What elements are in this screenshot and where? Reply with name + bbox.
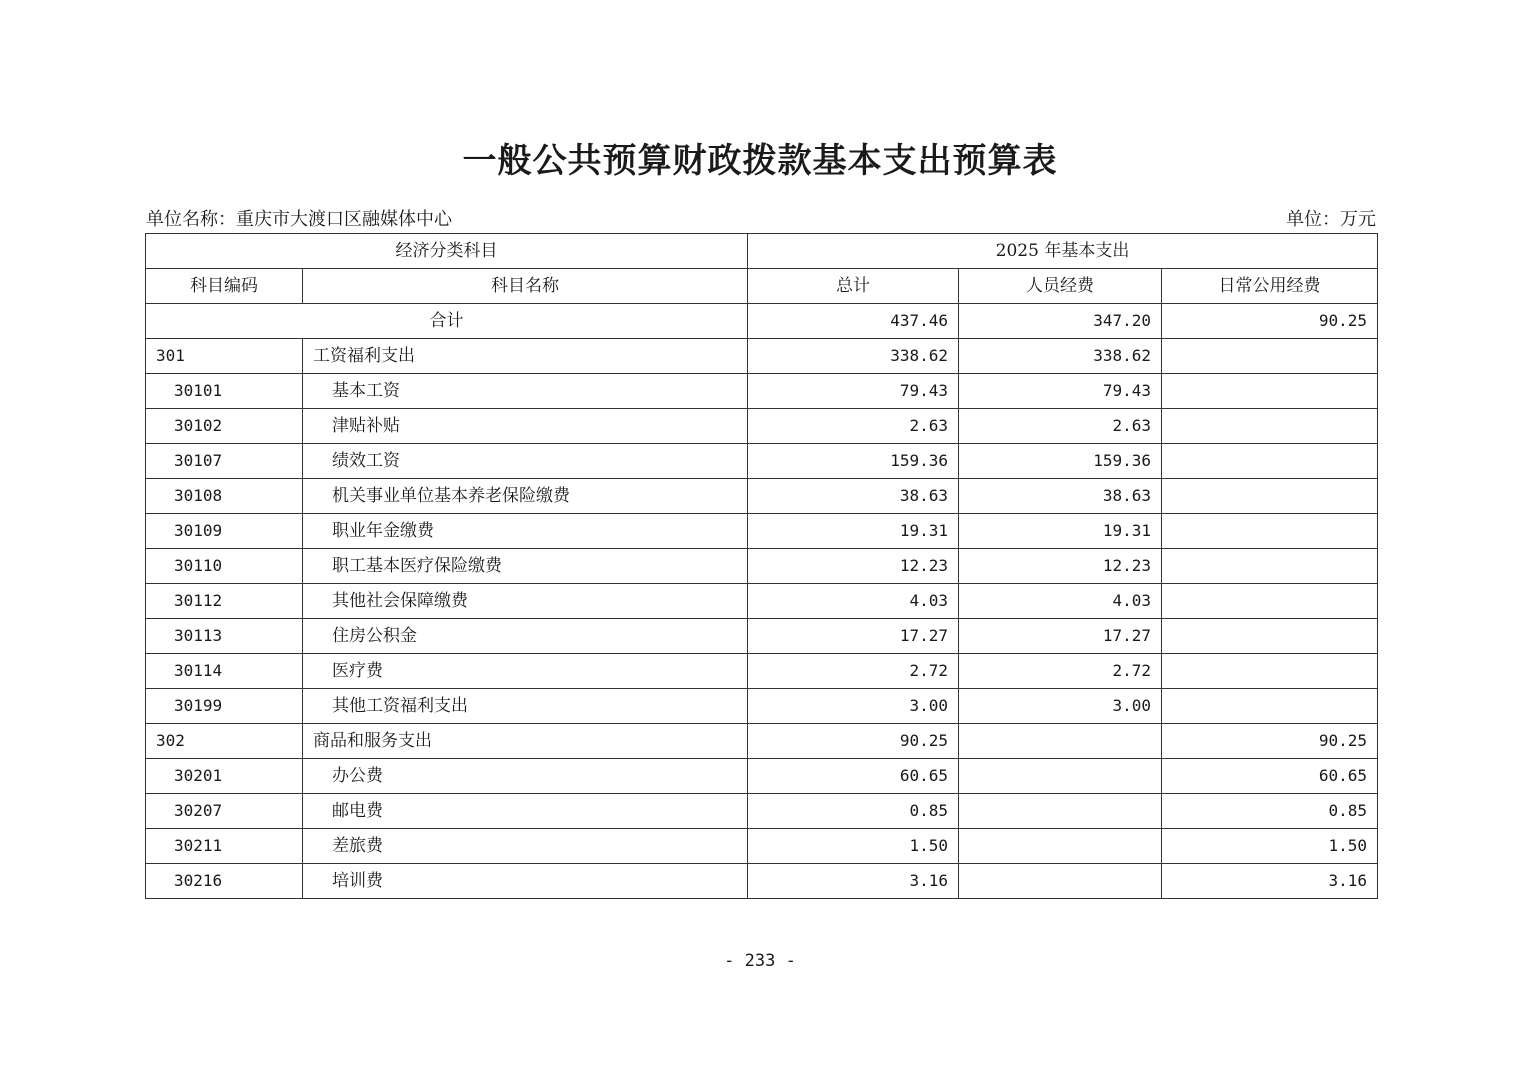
table-row	[146, 724, 1378, 759]
row-personnel: 159.36	[959, 444, 1162, 479]
budget-table	[145, 233, 1378, 899]
column-header-public: 日常公用经费	[1162, 269, 1378, 304]
row-name: 基本工资	[303, 374, 748, 409]
total-row-public: 90.25	[1162, 304, 1378, 339]
row-name: 住房公积金	[303, 619, 748, 654]
row-public	[1162, 654, 1378, 689]
page-title: 一般公共预算财政拨款基本支出预算表	[462, 141, 1058, 181]
row-total: 17.27	[748, 619, 959, 654]
row-total: 3.16	[748, 864, 959, 899]
row-total: 0.85	[748, 794, 959, 829]
group-header-row	[146, 234, 1378, 269]
table-row	[146, 444, 1378, 479]
row-code: 30216	[146, 864, 303, 899]
row-public	[1162, 689, 1378, 724]
row-name: 商品和服务支出	[303, 724, 748, 759]
total-row-total: 437.46	[748, 304, 959, 339]
table-row	[146, 374, 1378, 409]
row-personnel: 38.63	[959, 479, 1162, 514]
row-total: 12.23	[748, 549, 959, 584]
row-public: 1.50	[1162, 829, 1378, 864]
row-name: 差旅费	[303, 829, 748, 864]
table-row	[146, 689, 1378, 724]
row-public	[1162, 339, 1378, 374]
group-header-economic-classification: 经济分类科目	[146, 234, 748, 269]
row-code: 30113	[146, 619, 303, 654]
row-total: 19.31	[748, 514, 959, 549]
table-row	[146, 514, 1378, 549]
row-name: 邮电费	[303, 794, 748, 829]
row-name: 培训费	[303, 864, 748, 899]
row-code: 30102	[146, 409, 303, 444]
row-code: 30108	[146, 479, 303, 514]
row-personnel: 4.03	[959, 584, 1162, 619]
row-public: 0.85	[1162, 794, 1378, 829]
row-code: 30110	[146, 549, 303, 584]
row-code: 30112	[146, 584, 303, 619]
row-public	[1162, 479, 1378, 514]
table-row	[146, 794, 1378, 829]
row-public: 90.25	[1162, 724, 1378, 759]
row-personnel	[959, 759, 1162, 794]
row-personnel	[959, 864, 1162, 899]
row-total: 38.63	[748, 479, 959, 514]
row-personnel: 2.72	[959, 654, 1162, 689]
table-row	[146, 829, 1378, 864]
row-public	[1162, 549, 1378, 584]
row-personnel: 338.62	[959, 339, 1162, 374]
row-name: 医疗费	[303, 654, 748, 689]
row-name: 津贴补贴	[303, 409, 748, 444]
row-personnel	[959, 829, 1162, 864]
row-total: 2.63	[748, 409, 959, 444]
table-row	[146, 759, 1378, 794]
row-public	[1162, 514, 1378, 549]
column-header-row	[146, 269, 1378, 304]
row-name: 其他社会保障缴费	[303, 584, 748, 619]
row-personnel: 19.31	[959, 514, 1162, 549]
row-personnel: 2.63	[959, 409, 1162, 444]
table-body	[146, 234, 1378, 899]
row-public	[1162, 374, 1378, 409]
unit-label: 单位：万元	[1286, 209, 1376, 230]
table-row	[146, 654, 1378, 689]
row-total: 79.43	[748, 374, 959, 409]
row-total: 4.03	[748, 584, 959, 619]
row-public: 3.16	[1162, 864, 1378, 899]
page-number: - 233 -	[724, 951, 796, 971]
row-name: 绩效工资	[303, 444, 748, 479]
row-public	[1162, 409, 1378, 444]
column-header-total: 总计	[748, 269, 959, 304]
row-code: 30101	[146, 374, 303, 409]
row-total: 2.72	[748, 654, 959, 689]
row-personnel	[959, 724, 1162, 759]
unit-name-label: 单位名称：重庆市大渡口区融媒体中心	[146, 209, 452, 230]
table-row	[146, 549, 1378, 584]
row-personnel: 3.00	[959, 689, 1162, 724]
total-row-personnel: 347.20	[959, 304, 1162, 339]
total-row-label: 合计	[146, 304, 748, 339]
row-total: 90.25	[748, 724, 959, 759]
row-personnel: 79.43	[959, 374, 1162, 409]
row-public	[1162, 584, 1378, 619]
row-code: 30207	[146, 794, 303, 829]
row-total: 159.36	[748, 444, 959, 479]
table-row	[146, 864, 1378, 899]
row-name: 机关事业单位基本养老保险缴费	[303, 479, 748, 514]
table-row	[146, 584, 1378, 619]
row-personnel	[959, 794, 1162, 829]
row-personnel: 17.27	[959, 619, 1162, 654]
row-total: 1.50	[748, 829, 959, 864]
table-row	[146, 619, 1378, 654]
row-personnel: 12.23	[959, 549, 1162, 584]
table-row	[146, 339, 1378, 374]
table-row	[146, 409, 1378, 444]
row-public	[1162, 619, 1378, 654]
row-code: 302	[146, 724, 303, 759]
row-code: 30109	[146, 514, 303, 549]
row-name: 工资福利支出	[303, 339, 748, 374]
total-row	[146, 304, 1378, 339]
row-total: 3.00	[748, 689, 959, 724]
row-public	[1162, 444, 1378, 479]
row-code: 30107	[146, 444, 303, 479]
row-code: 30114	[146, 654, 303, 689]
row-name: 办公费	[303, 759, 748, 794]
group-header-basic-expenditure: 2025 年基本支出	[748, 234, 1378, 269]
column-header-name: 科目名称	[303, 269, 748, 304]
row-code: 301	[146, 339, 303, 374]
column-header-code: 科目编码	[146, 269, 303, 304]
row-code: 30211	[146, 829, 303, 864]
row-total: 60.65	[748, 759, 959, 794]
row-name: 职工基本医疗保险缴费	[303, 549, 748, 584]
table-row	[146, 479, 1378, 514]
row-name: 职业年金缴费	[303, 514, 748, 549]
column-header-personnel: 人员经费	[959, 269, 1162, 304]
row-total: 338.62	[748, 339, 959, 374]
row-code: 30201	[146, 759, 303, 794]
row-code: 30199	[146, 689, 303, 724]
row-public: 60.65	[1162, 759, 1378, 794]
row-name: 其他工资福利支出	[303, 689, 748, 724]
